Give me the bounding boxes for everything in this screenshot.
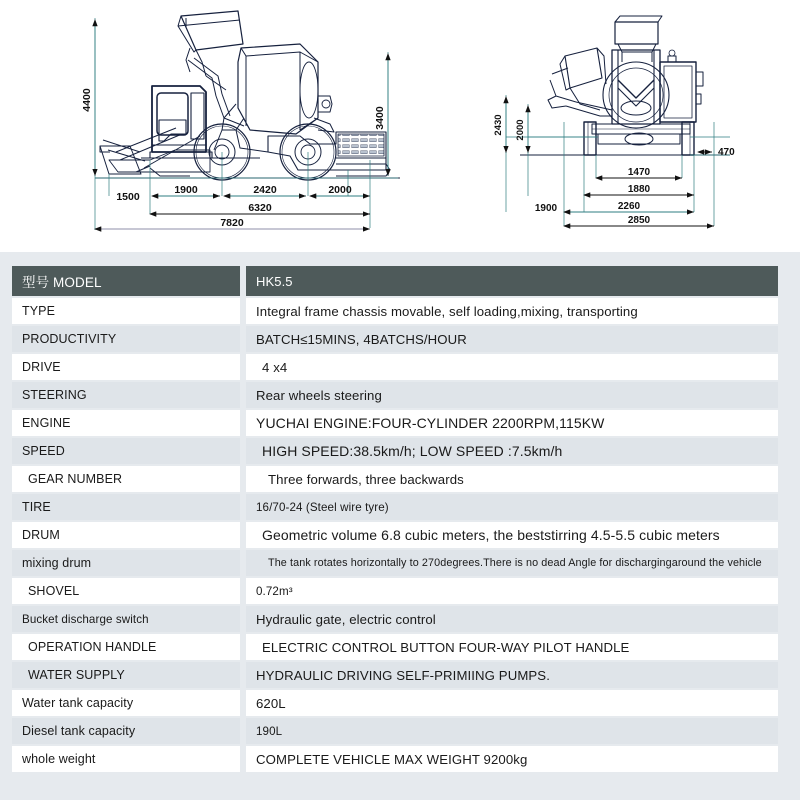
row-value-mixing-drum: The tank rotates horizontally to 270degrees.There is no dead Angle for dischargingaround the vehicle xyxy=(246,550,778,576)
dim-7820: 7820 xyxy=(220,217,244,229)
dim-2000-front: 2000 xyxy=(515,119,526,141)
dim-3400: 3400 xyxy=(374,106,386,130)
dim-1880: 1880 xyxy=(627,184,651,195)
row-value-diesel-tank-capacity: 190L xyxy=(246,718,778,744)
dim-1900-front: 1900 xyxy=(534,203,558,214)
row-value-steering: Rear wheels steering xyxy=(246,382,778,408)
row-label-bucket-discharge-switch: Bucket discharge switch xyxy=(12,606,240,632)
table-row xyxy=(12,494,778,520)
front-dimensions xyxy=(493,97,735,226)
row-label-speed: SPEED xyxy=(12,438,240,464)
table-row xyxy=(12,634,778,660)
table-row xyxy=(12,298,778,324)
row-label-tire: TIRE xyxy=(12,494,240,520)
table-row xyxy=(12,438,778,464)
row-value-tire: 16/70-24 (Steel wire tyre) xyxy=(246,494,778,520)
row-label-productivity: PRODUCTIVITY xyxy=(12,326,240,352)
row-value-engine: YUCHAI ENGINE:FOUR-CYLINDER 2200RPM,115KW xyxy=(246,410,778,436)
table-row xyxy=(12,522,778,548)
row-label-type: TYPE xyxy=(12,298,240,324)
row-value-water-supply: HYDRAULIC DRIVING SELF-PRIMIING PUMPS. xyxy=(246,662,778,688)
dim-4400: 4400 xyxy=(81,88,93,112)
table-row xyxy=(12,746,778,772)
row-value-speed: HIGH SPEED:38.5km/h; LOW SPEED :7.5km/h xyxy=(246,438,778,464)
table-row xyxy=(12,382,778,408)
specification-panel xyxy=(0,252,800,800)
row-label-water-tank-capacity: Water tank capacity xyxy=(12,690,240,716)
row-value-drive: 4 x4 xyxy=(246,354,778,380)
table-row xyxy=(12,690,778,716)
row-label-mixing-drum: mixing drum xyxy=(12,550,240,576)
side-dimensions xyxy=(81,20,388,229)
row-value-water-tank-capacity: 620L xyxy=(246,690,778,716)
row-value-operation-handle: ELECTRIC CONTROL BUTTON FOUR-WAY PILOT HANDLE xyxy=(246,634,778,660)
table-row xyxy=(12,606,778,632)
dim-470: 470 xyxy=(718,147,735,158)
dim-6320: 6320 xyxy=(248,202,272,214)
row-label-drive: DRIVE xyxy=(12,354,240,380)
table-row xyxy=(12,550,778,576)
technical-drawings xyxy=(0,0,800,252)
row-value-type: Integral frame chassis movable, self loading,mixing, transporting xyxy=(246,298,778,324)
table-row xyxy=(12,466,778,492)
row-label-shovel: SHOVEL xyxy=(12,578,240,604)
row-value-shovel: 0.72m³ xyxy=(246,578,778,604)
row-value-bucket-discharge-switch: Hydraulic gate, electric control xyxy=(246,606,778,632)
dim-1470: 1470 xyxy=(627,167,651,178)
front-view-drawing xyxy=(520,16,730,155)
row-label-whole-weight: whole weight xyxy=(12,746,240,772)
dim-1900: 1900 xyxy=(174,184,198,196)
table-header-row xyxy=(12,266,778,296)
dim-2850: 2850 xyxy=(627,215,651,226)
table-row xyxy=(12,410,778,436)
row-value-drum: Geometric volume 6.8 cubic meters, the beststirring 4.5-5.5 cubic meters xyxy=(246,522,778,548)
row-label-diesel-tank-capacity: Diesel tank capacity xyxy=(12,718,240,744)
table-row xyxy=(12,326,778,352)
row-label-water-supply: WATER SUPPLY xyxy=(12,662,240,688)
dim-2430: 2430 xyxy=(493,114,504,136)
row-label-operation-handle: OPERATION HANDLE xyxy=(12,634,240,660)
row-label-gear-number: GEAR NUMBER xyxy=(12,466,240,492)
side-view-drawing xyxy=(95,11,400,196)
header-label-cell: 型号 MODEL xyxy=(12,266,240,296)
header-value-cell: HK5.5 xyxy=(246,266,778,296)
dim-1500: 1500 xyxy=(116,191,140,203)
dim-2000-side: 2000 xyxy=(328,184,352,196)
dim-2260: 2260 xyxy=(617,201,641,212)
row-value-gear-number: Three forwards, three backwards xyxy=(246,466,778,492)
row-label-drum: DRUM xyxy=(12,522,240,548)
row-value-productivity: BATCH≤15MINS, 4BATCHS/HOUR xyxy=(246,326,778,352)
dim-2420: 2420 xyxy=(253,184,277,196)
drawings-svg xyxy=(0,0,800,252)
table-row xyxy=(12,718,778,744)
table-row xyxy=(12,578,778,604)
row-label-steering: STEERING xyxy=(12,382,240,408)
row-label-engine: ENGINE xyxy=(12,410,240,436)
table-row xyxy=(12,662,778,688)
specification-table xyxy=(12,266,778,772)
table-row xyxy=(12,354,778,380)
row-value-whole-weight: COMPLETE VEHICLE MAX WEIGHT 9200kg xyxy=(246,746,778,772)
